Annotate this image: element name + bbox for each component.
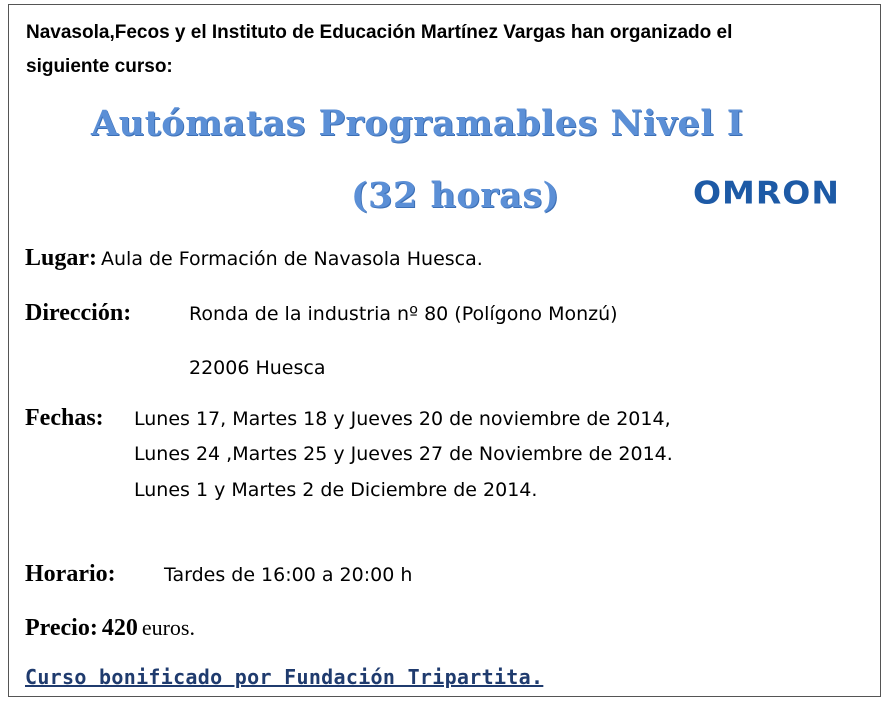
course-title: Autómatas Programables Nivel I <box>91 103 744 144</box>
precio-unit: euros. <box>141 615 195 640</box>
precio-amount: 420 <box>101 615 138 641</box>
bonificado-link[interactable]: Curso bonificado por Fundación Tripartita. <box>25 665 544 689</box>
precio-label: Precio: <box>25 615 98 641</box>
lugar-value: Aula de Formación de Navasola Huesca. <box>101 248 483 270</box>
direccion-line-2: 22006 Huesca <box>189 357 326 379</box>
lugar-row <box>25 245 483 272</box>
course-hours: (32 horas) <box>351 175 560 216</box>
direccion-line-1: Ronda de la industria nº 80 (Polígono Monzú) <box>189 303 618 325</box>
fechas-label: Fechas: <box>25 405 104 431</box>
direccion-label: Dirección: <box>25 300 132 326</box>
precio-row <box>25 615 195 642</box>
direccion-row <box>25 300 131 327</box>
course-announcement <box>8 4 881 697</box>
intro-line-2: siguiente curso: <box>26 56 173 77</box>
lugar-label: Lugar: <box>25 245 97 271</box>
fechas-line-3: Lunes 1 y Martes 2 de Diciembre de 2014. <box>134 479 538 501</box>
fechas-line-1: Lunes 17, Martes 18 y Jueves 20 de noviembre de 2014, <box>134 408 671 430</box>
horario-value: Tardes de 16:00 a 20:00 h <box>164 564 413 586</box>
intro-line-1: Navasola,Fecos y el Instituto de Educación Martínez Vargas han organizado el <box>26 22 733 43</box>
omron-logo: OMRON <box>693 173 840 212</box>
fechas-line-2: Lunes 24 ,Martes 25 y Jueves 27 de Noviembre de 2014. <box>134 443 673 465</box>
horario-label: Horario: <box>25 561 116 587</box>
